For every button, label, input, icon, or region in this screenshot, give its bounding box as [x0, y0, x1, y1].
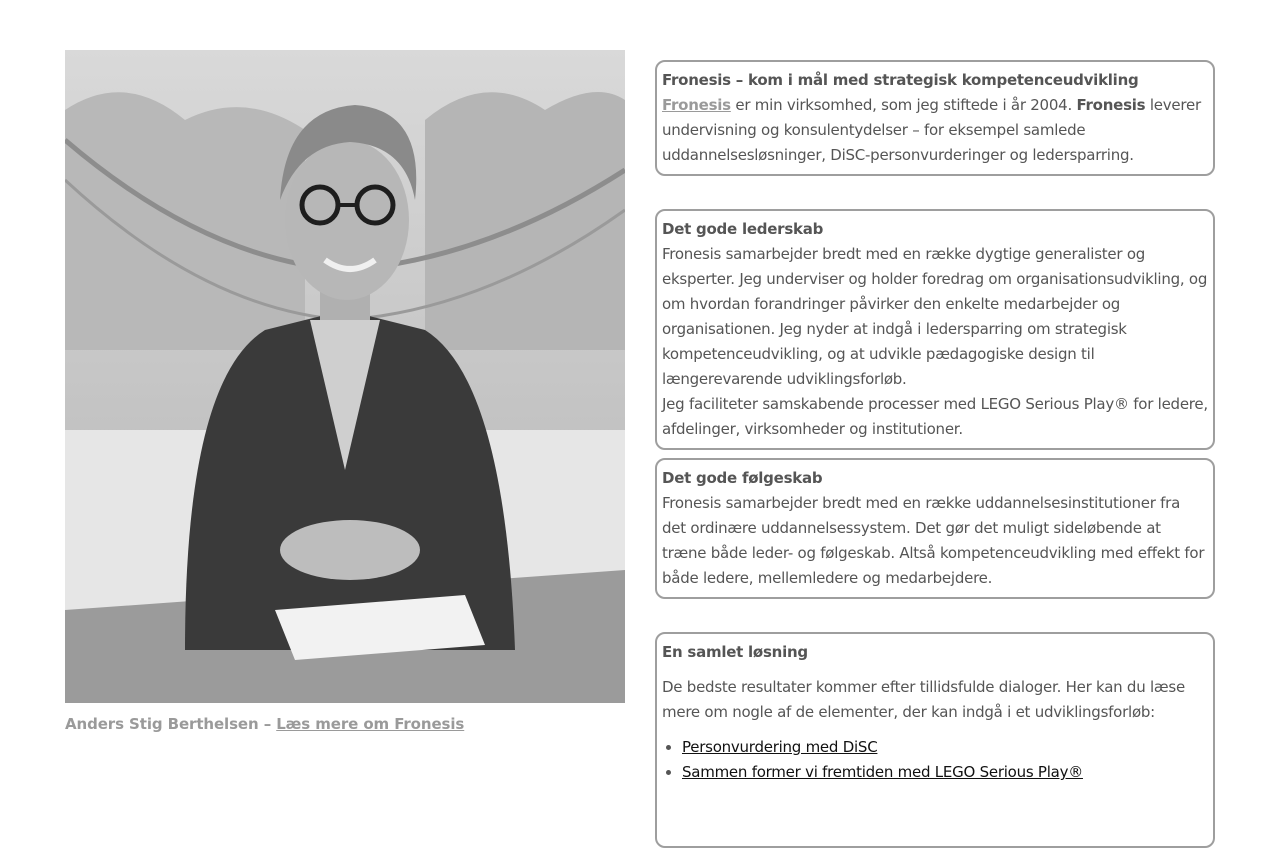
intro-heading: Fronesis – kom i mål med strategisk kompetenceudvikling — [662, 71, 1139, 89]
leadership-box — [655, 209, 1215, 450]
intro-text-a: er min virksomhed, som jeg stiftede i år 2004. — [735, 96, 1072, 114]
followership-box — [655, 458, 1215, 599]
lego-serious-play-link[interactable]: Sammen former vi fremtiden med LEGO Serious Play® — [682, 763, 1083, 781]
portrait-photo — [65, 50, 625, 703]
leadership-heading: Det gode lederskab — [662, 220, 824, 238]
leadership-paragraph-1: Fronesis samarbejder bredt med en række dygtige generalister og eksperter. Jeg underviser og holder foredrag om organisationsudvikling, og om hvordan forandringer påvirker den enkelte medarbejder og organisationen. Jeg nyder at indgå i ledersparring om strategisk kompetenceudvikling, og at udvikle pædagogiske design til længerevarende udviklingsforløb. — [662, 245, 1208, 388]
intro-box — [655, 60, 1215, 176]
intro-bold: Fronesis — [1076, 96, 1146, 114]
disc-link[interactable]: Personvurdering med DiSC — [682, 738, 878, 756]
solution-links-list — [662, 735, 1208, 785]
fronesis-link[interactable]: Fronesis — [662, 96, 731, 114]
read-more-link[interactable]: Læs mere om Fronesis — [276, 715, 465, 733]
leadership-paragraph-2: Jeg faciliteter samskabende processer med LEGO Serious Play® for ledere, afdelinger, virksomheder og institutioner. — [662, 395, 1208, 438]
followership-paragraph: Fronesis samarbejder bredt med en række uddannelsesinstitutioner fra det ordinære uddannelsessystem. Det gør det muligt sideløbende at træne både leder- og følgeskab. Altså kompetenceudvikling med effekt for både ledere, mellemledere og medarbejdere. — [662, 494, 1205, 587]
intro-text-b: leverer undervisning og konsulentydelser – for eksempel samlede uddannelsesløsninger, DiSC-personvurderinger og ledersparring. — [662, 96, 1201, 164]
list-item — [682, 760, 1208, 785]
solution-paragraph: De bedste resultater kommer efter tillidsfulde dialoger. Her kan du læse mere om nogle af de elementer, der kan indgå i et udviklingsforløb: — [662, 678, 1185, 721]
followership-heading: Det gode følgeskab — [662, 469, 823, 487]
caption-name: Anders Stig Berthelsen – — [65, 715, 272, 733]
list-item — [682, 735, 1208, 760]
solution-heading: En samlet løsning — [662, 643, 808, 661]
photo-caption — [65, 715, 464, 733]
solution-box — [655, 632, 1215, 848]
